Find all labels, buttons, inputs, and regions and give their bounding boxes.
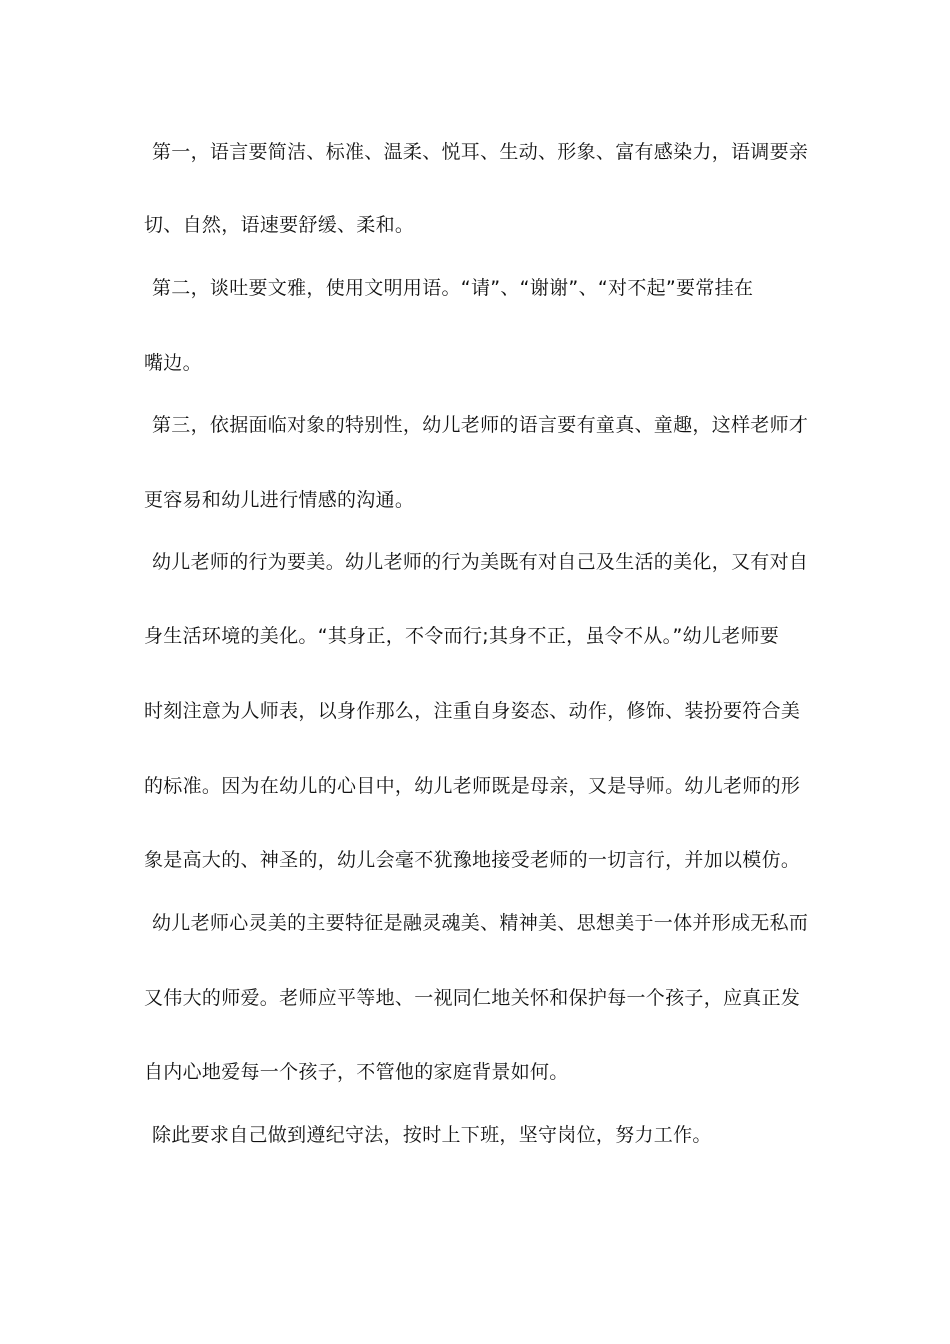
paragraph-1-line-2: 切、自然，语速要舒缓、柔和。	[144, 214, 415, 236]
paragraph-4-line-1: 幼儿老师的行为要美。幼儿老师的行为美既有对自己及生活的美化，又有对自	[152, 551, 809, 573]
paragraph-5-line-2: 又伟大的师爱。老师应平等地、一视同仁地关怀和保护每一个孩子，应真正发	[144, 987, 801, 1009]
paragraph-3-line-2: 更容易和幼儿进行情感的沟通。	[144, 489, 415, 511]
paragraph-2-line-1: 第二，谈吐要文雅，使用文明用语。“请”、“谢谢”、“对不起”要常挂在	[152, 277, 754, 299]
paragraph-4-line-3: 时刻注意为人师表，以身作那么，注重自身姿态、动作，修饰、装扮要符合美	[144, 700, 801, 722]
paragraph-4-line-4: 的标准。因为在幼儿的心目中，幼儿老师既是母亲，又是导师。幼儿老师的形	[144, 775, 801, 797]
paragraph-4-line-2: 身生活环境的美化。“其身正，不令而行;其身不正，虽令不从。”幼儿老师要	[144, 625, 780, 647]
paragraph-6-line-1: 除此要求自己做到遵纪守法，按时上下班，坚守岗位，努力工作。	[152, 1124, 712, 1146]
paragraph-2-line-2: 嘴边。	[144, 352, 202, 374]
paragraph-3-line-1: 第三，依据面临对象的特别性，幼儿老师的语言要有童真、童趣，这样老师才	[152, 414, 809, 436]
paragraph-4-line-5: 象是高大的、神圣的，幼儿会毫不犹豫地接受老师的一切言行，并加以模仿。	[144, 849, 801, 871]
paragraph-1-line-1: 第一，语言要简洁、标准、温柔、悦耳、生动、形象、富有感染力，语调要亲	[152, 141, 809, 163]
paragraph-5-line-1: 幼儿老师心灵美的主要特征是融灵魂美、精神美、思想美于一体并形成无私而	[152, 912, 809, 934]
paragraph-5-line-3: 自内心地爱每一个孩子，不管他的家庭背景如何。	[144, 1061, 569, 1083]
